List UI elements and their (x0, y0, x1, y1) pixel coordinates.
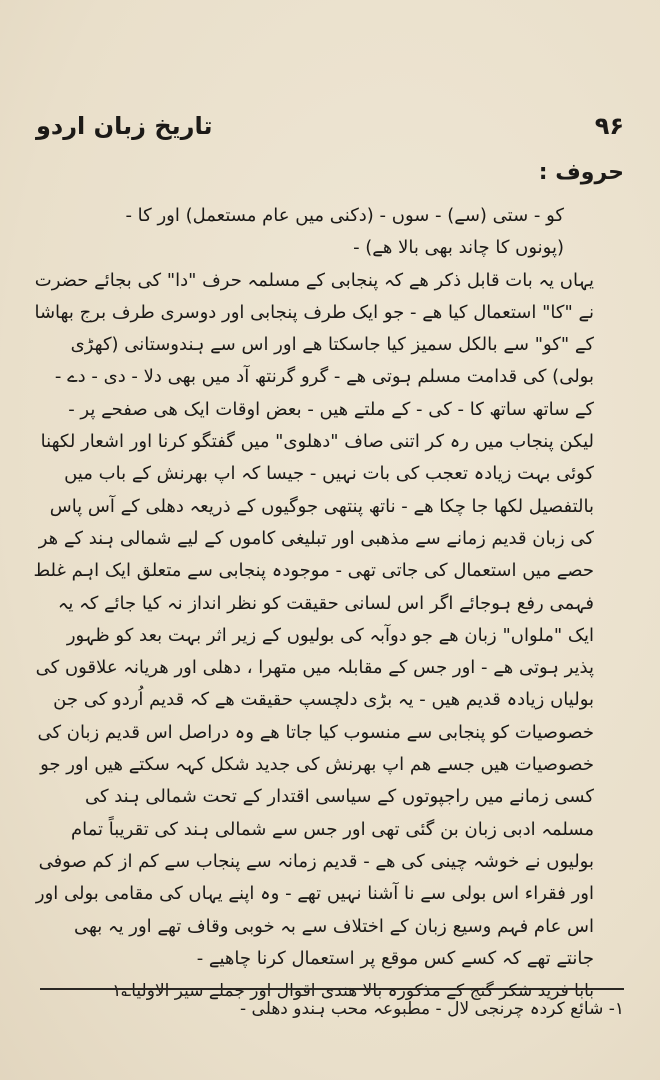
paragraph-example: (پونوں کا چاند بھی بالا ھے) - (353, 237, 564, 259)
paragraph-discussion: لیکن پنجاب میں رہ کر اتنی صاف "دھلوی" میں گفتگو کرنا اور اشعار لکھنا کوئی بہت زیادہ تعجب کی بات نہیں - جیسا کہ اپ بھرنش کے باب میں بالتفصیل لکھا جا چکا ھے - ناتھ پنتھی جوگیوں کے ذریعہ دھلی کے آس پاس کی زبان قدیم زمانے سے مذھبی اور تبلیغی کاموں کے لیے شمالی ہند کے ھر حصے میں استعمال کی جاتی تھی - موجودہ پنجابی سے متعلق ایک اہم غلط فہمی رفع ہوجائے اگر اس لسانی حقیقت کو نظر انداز نہ کیا جائے کہ یہ ایک "ملواں" زبان ھے جو دوآبہ کی بولیوں کے زیر اثر بہت بعد کو ظہور پذیر ہوتی ھے - اور جس کے مقابلہ میں متھرا ، دھلی اور ھریانہ علاقوں کی بولیاں زیادہ قدیم ھیں - یہ بڑی دلچسپ حقیقت ھے کہ قدیم اُردو کی جن خصوصیات کو پنجابی سے منسوب کیا جاتا ھے وہ دراصل اس قدیم زبان کی خصوصیات ھیں جسے ھم اپ بھرنش کی جدید شکل کہہ سکتے ھیں اور جو کسی زمانے میں راجپوتوں کے سیاسی اقتدار کے تحت شمالی ہند کی مسلمہ ادبی زبان بن گئی تھی اور جس سے شمالی ہند کی تقریباً تمام بولیوں نے خوشہ چینی کی ھے - قدیم زمانہ سے پنجاب سے کم از کم صوفی اور فقراء اس بولی سے نا آشنا نہیں تھے - وہ اپنے یہاں کی مقامی بولی اور اس عام فہم وسیع زبان کے اختلاف سے بہ خوبی وقاف تھے اور یہ بھی جانتے تھے کہ کسے کس موقع پر استعمال کرنا چاھیے - (33, 431, 594, 969)
page-number: ۹۶ (594, 112, 624, 140)
section-heading: حروف : (538, 160, 624, 185)
page-header (36, 112, 624, 152)
page-body (32, 200, 624, 1007)
footnote-divider (40, 988, 624, 990)
footnote: ۱- شائع کردہ چرنجی لال - مطبوعہ محب ہندو دھلی - (240, 999, 624, 1019)
paragraph-baba-farid: بابا فرید شکر گنج کے مذکورہ بالا ھندی اقوال اور جملے سیر الاولیا؎۱ (112, 981, 594, 1002)
running-title: تاریخ زبان اردو (36, 112, 213, 140)
paragraph-remark: یہاں یہ بات قابل ذکر ھے کہ پنجابی کے مسلمہ حرف "دا" کی بجائے حضرت نے "کا" استعمال کیا ھے - جو ایک طرف پنجابی اور دوسری طرف برج بھاشا کے "کو" سے بالکل سمیز کیا جاسکتا ھے اور اس سے ہندوستانی (کھڑی بولی) کی قدامت مسلم ہوتی ھے - گرو گرنتھ آد میں بھی دلا - دی - دے - کے ساتھ ساتھ کا - کی - کے ملتے ھیں - بعض اوقات ایک ھی صفحے پر - (34, 269, 594, 420)
paragraph-letters: کو - ستی (سے) - سوں - (دکنی میں عام مستعمل) اور کا - (125, 205, 564, 226)
